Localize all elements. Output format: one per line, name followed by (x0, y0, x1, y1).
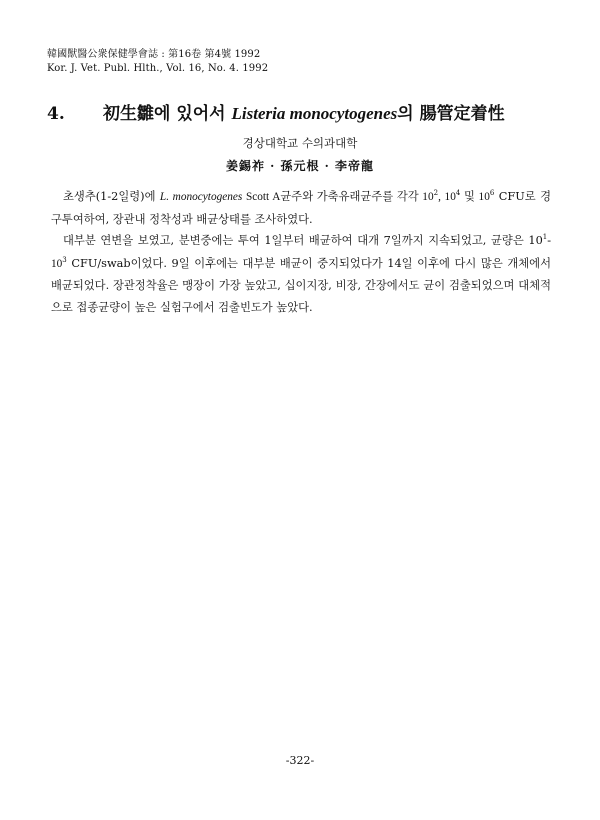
title-species: Listeria monocytogenes (231, 104, 398, 123)
text-run: CFU/swab이었다. 9일 이후에는 대부분 배균이 중지되었다가 14일 이후에 다시 많은 개체에서 배균되었다. 장관정착율은 맹장이 가장 높았고, 십이지장, 비장, 간장에서도 균이 검출되었으며 대체적으로 접종균량이 높은 실험구에서 검출빈도가 높았다. (51, 256, 551, 314)
article-number: 4. (47, 104, 65, 124)
superscript: 3 (62, 255, 67, 264)
affiliation: 경상대학교 수의과대학 (242, 136, 358, 150)
journal-citation-english: Kor. J. Vet. Publ. Hlth., Vol. 16, No. 4. 1992 (47, 63, 269, 74)
text-run: CFU로 경구투여하여, 장관내 정착성과 배균상태를 조사하였다. (51, 190, 552, 226)
page-number: -322- (285, 754, 315, 767)
title-suffix: 의 腸管定着性 (397, 104, 505, 124)
text-run: Scott A균주와 가축유래균주를 각각 10 (242, 191, 434, 203)
text-run: 초생추(1-2일령)에 (63, 190, 160, 203)
superscript: 4 (455, 189, 461, 198)
title-prefix: 初生雛에 있어서 (103, 104, 232, 124)
text-run: -10 (51, 235, 551, 270)
journal-header (47, 48, 268, 76)
superscript: 6 (489, 189, 495, 198)
text-run: , 10 (438, 191, 456, 203)
journal-citation-korean: 韓國獸醫公衆保健學會誌 : 第16卷 第4號 1992 (47, 49, 261, 60)
text-run: 대부분 연변을 보였고, 분변중에는 투여 1일부터 배균하여 대개 7일까지 지속되었고, 균량은 10 (63, 234, 543, 247)
authors: 姜錫祚 · 孫元根 · 李帝龍 (225, 159, 375, 173)
article-title (47, 103, 567, 125)
superscript: 1 (542, 233, 548, 242)
abstract-paragraph-2 (51, 230, 551, 318)
text-run: 및 10 (460, 191, 490, 203)
abstract (51, 186, 551, 318)
abstract-paragraph-1 (51, 186, 551, 230)
superscript: 2 (433, 189, 439, 198)
species-name: L. monocytogenes (159, 191, 243, 203)
